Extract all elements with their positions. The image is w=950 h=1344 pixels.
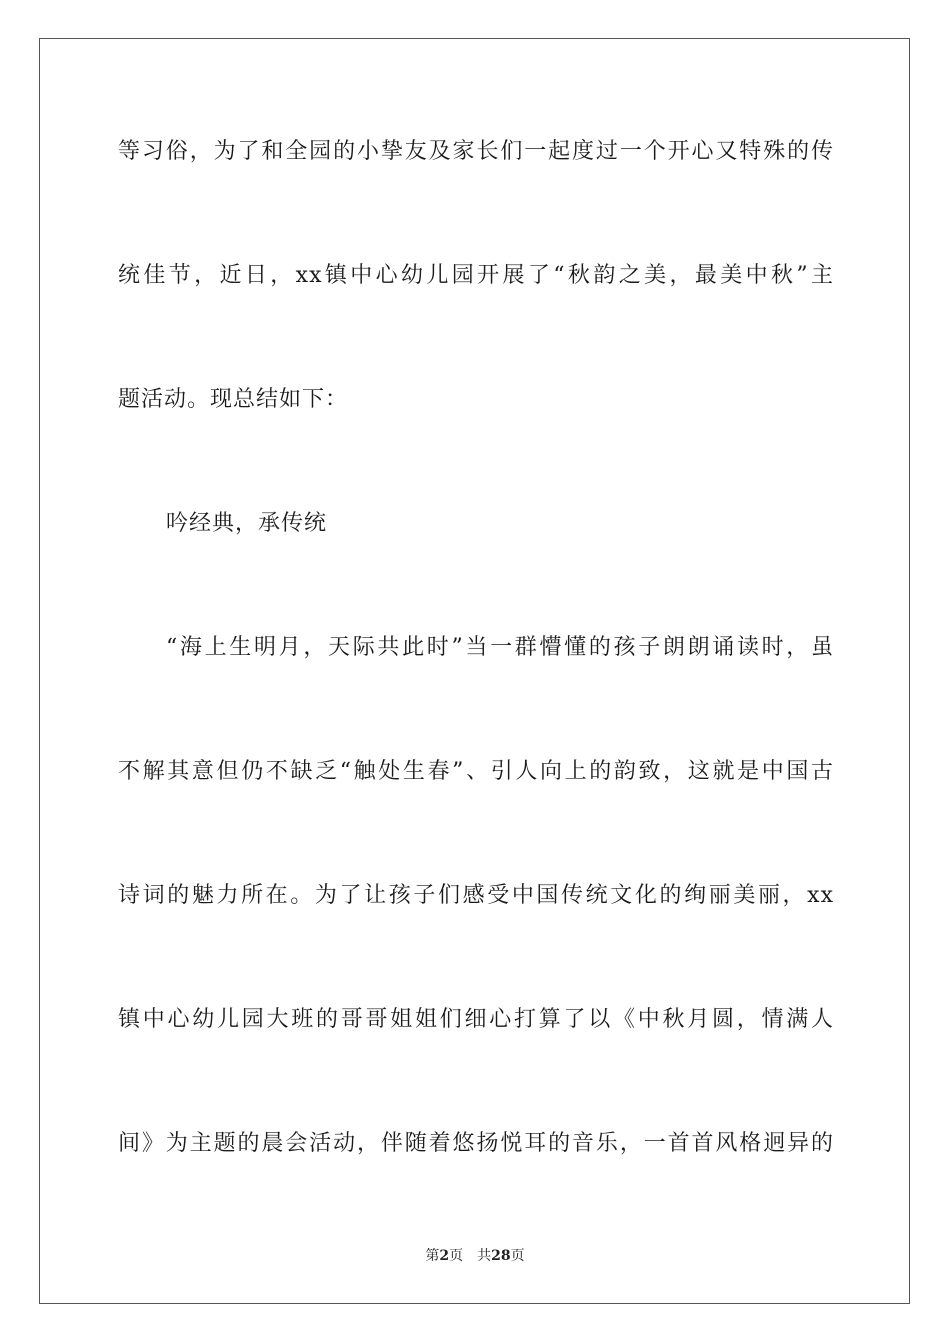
footer-total-pages: 28 (491, 1248, 511, 1264)
footer-total-prefix: 共 (477, 1248, 492, 1264)
footer-page-suffix: 页 (449, 1248, 464, 1264)
footer-page-current: 2 (439, 1248, 450, 1264)
section-heading: 吟经典，承传统 (166, 511, 328, 536)
body-text-line-5: “海上生明月，天际共此时”当一群懵懂的孩子朗朗诵读时，虽 (166, 635, 834, 660)
body-text-line-9: 间》为主题的晨会活动，伴随着悠扬悦耳的音乐，一首首风格迥异的 (118, 1131, 834, 1156)
footer-total-suffix: 页 (510, 1248, 525, 1264)
body-text-line-1: 等习俗，为了和全园的小挚友及家长们一起度过一个开心又特殊的传 (118, 139, 834, 164)
body-text-line-2: 统佳节，近日，xx镇中心幼儿园开展了“秋韵之美，最美中秋”主 (118, 263, 834, 288)
body-text-line-8: 镇中心幼儿园大班的哥哥姐姐们细心打算了以《中秋月圆，情满人 (118, 1007, 834, 1032)
body-text-line-6: 不解其意但仍不缺乏“触处生春”、引人向上的韵致，这就是中国古 (118, 759, 834, 784)
page-footer (0, 1246, 950, 1266)
body-text-line-3: 题活动。现总结如下： (118, 387, 349, 412)
footer-page-prefix: 第 (425, 1248, 440, 1264)
body-text-line-7: 诗词的魅力所在。为了让孩子们感受中国传统文化的绚丽美丽，xx (118, 883, 834, 908)
page-border (39, 38, 910, 1304)
